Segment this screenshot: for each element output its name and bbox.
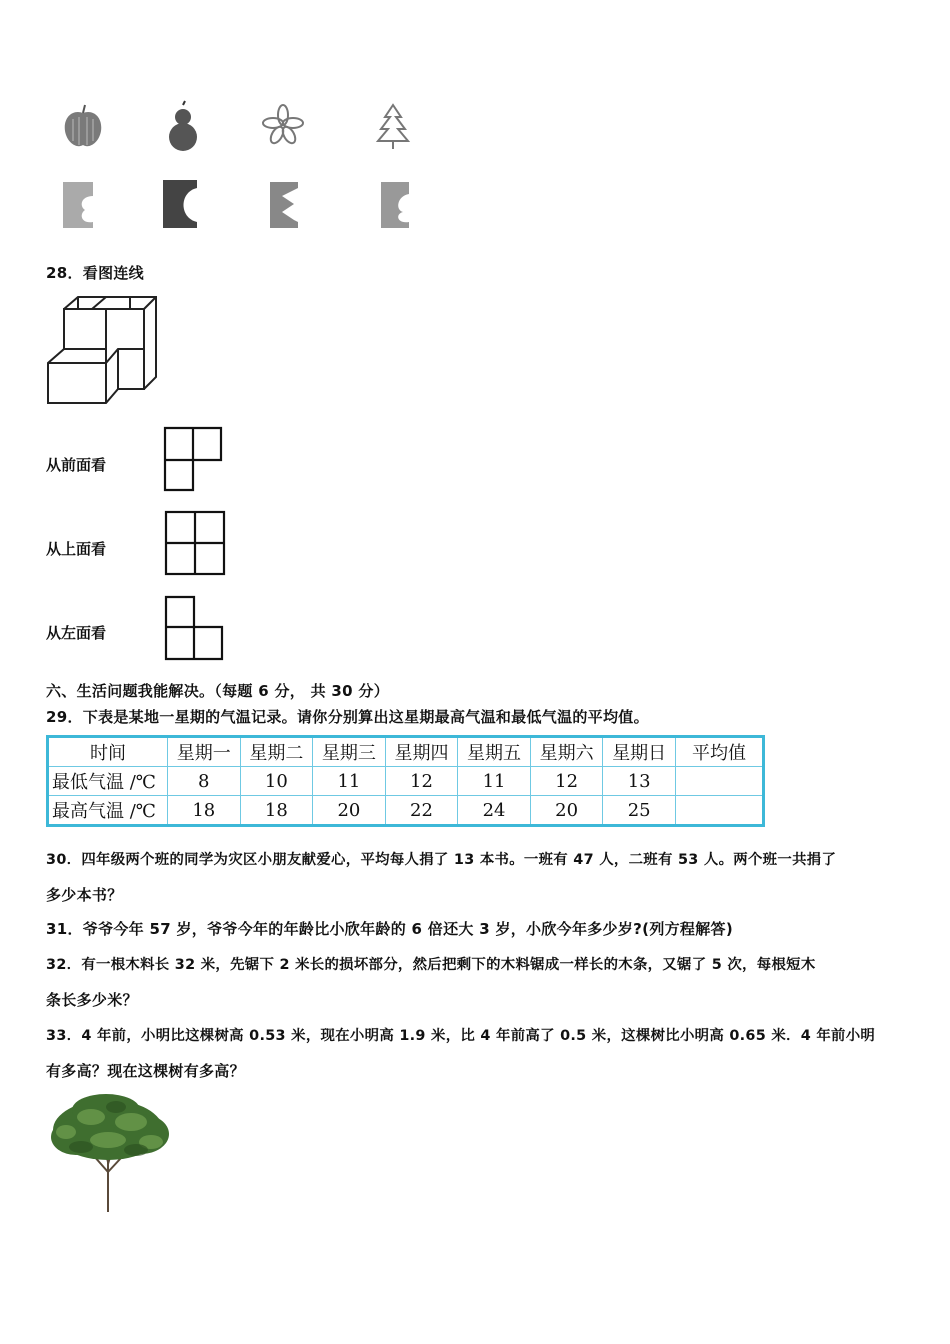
view-label-left: 从左面看 — [46, 624, 107, 642]
section-6-heading: 六、生活问题我能解决。（每题 6 分， 共 30 分） — [46, 682, 390, 700]
row-label-min: 最低气温 /℃ — [48, 767, 168, 796]
table-cell: 13 — [603, 767, 676, 796]
table-cell: 18 — [168, 796, 241, 826]
q30-line2: 多少本书？ — [46, 886, 123, 904]
table-header-row — [48, 737, 764, 767]
front-view-figure[interactable] — [163, 426, 225, 492]
table-header-cell: 星期日 — [603, 737, 676, 767]
average-max-cell[interactable] — [676, 796, 764, 826]
tree-shape-icon — [378, 105, 408, 149]
table-header-cell: 星期六 — [530, 737, 603, 767]
cutout-1-icon — [63, 182, 93, 228]
table-cell: 24 — [458, 796, 531, 826]
table-cell: 12 — [530, 767, 603, 796]
table-header-cell: 平均值 — [676, 737, 764, 767]
shapes-figure — [58, 100, 428, 240]
temperature-table — [46, 735, 765, 827]
table-header-cell: 星期五 — [458, 737, 531, 767]
table-cell: 8 — [168, 767, 241, 796]
top-view-figure[interactable] — [164, 510, 228, 576]
q30-line1: 30．四年级两个班的同学为灾区小朋友献爱心，平均每人捐了 13 本书。一班有 47 人，二班有 53 人。两个班一共捐了 — [46, 852, 837, 868]
apple-shape-icon — [65, 105, 102, 146]
left-view-grid — [164, 595, 226, 661]
gourd-shape-icon — [169, 101, 197, 151]
table-row-min — [48, 767, 764, 796]
front-view-grid — [163, 426, 225, 492]
q32-line1: 32．有一根木料长 32 米，先锯下 2 米长的损坏部分，然后把剩下的木料锯成一样长的木条，又锯了 5 次，每根短木 — [46, 957, 816, 973]
q29-text: 29．下表是某地一星期的气温记录。请你分别算出这星期最高气温和最低气温的平均值。 — [46, 708, 649, 726]
view-label-top: 从上面看 — [46, 540, 107, 558]
average-min-cell[interactable] — [676, 767, 764, 796]
table-cell: 11 — [313, 767, 386, 796]
table-cell: 20 — [530, 796, 603, 826]
cutout-2-icon — [163, 180, 197, 228]
table-header-cell: 星期三 — [313, 737, 386, 767]
tree-figure — [46, 1092, 176, 1214]
tree-icon — [46, 1092, 176, 1214]
table-cell: 18 — [240, 796, 313, 826]
table-row-max — [48, 796, 764, 826]
table-cell: 25 — [603, 796, 676, 826]
table-header-cell: 星期一 — [168, 737, 241, 767]
table-header-cell: 星期二 — [240, 737, 313, 767]
table-cell: 20 — [313, 796, 386, 826]
table-header-cell: 星期四 — [385, 737, 458, 767]
q32-line2: 条长多少米？ — [46, 991, 138, 1009]
q33-line2: 有多高？现在这棵树有多高？ — [46, 1062, 245, 1080]
top-view-grid — [164, 510, 228, 576]
table-cell: 12 — [385, 767, 458, 796]
view-label-front: 从前面看 — [46, 456, 107, 474]
table-cell: 11 — [458, 767, 531, 796]
q28-title: 28．看图连线 — [46, 264, 144, 282]
q33-line1: 33．4 年前，小明比这棵树高 0.53 米，现在小明高 1.9 米，比 4 年前高了 0.5 米，这棵树比小明高 0.65 米．4 年前小明 — [46, 1028, 876, 1044]
cube-figure — [46, 295, 158, 410]
shape-silhouettes — [58, 100, 428, 240]
cube-drawing — [46, 295, 158, 410]
table-cell: 10 — [240, 767, 313, 796]
q31-text: 31．爷爷今年 57 岁，爷爷今年的年龄比小欣年龄的 6 倍还大 3 岁，小欣今年多少岁?(列方程解答) — [46, 920, 733, 938]
cutout-3-icon — [270, 182, 298, 228]
cutout-4-icon — [381, 182, 409, 228]
table-cell: 22 — [385, 796, 458, 826]
table-header-cell: 时间 — [48, 737, 168, 767]
left-view-figure[interactable] — [164, 595, 226, 661]
flower-shape-icon — [263, 105, 303, 145]
row-label-max: 最高气温 /℃ — [48, 796, 168, 826]
